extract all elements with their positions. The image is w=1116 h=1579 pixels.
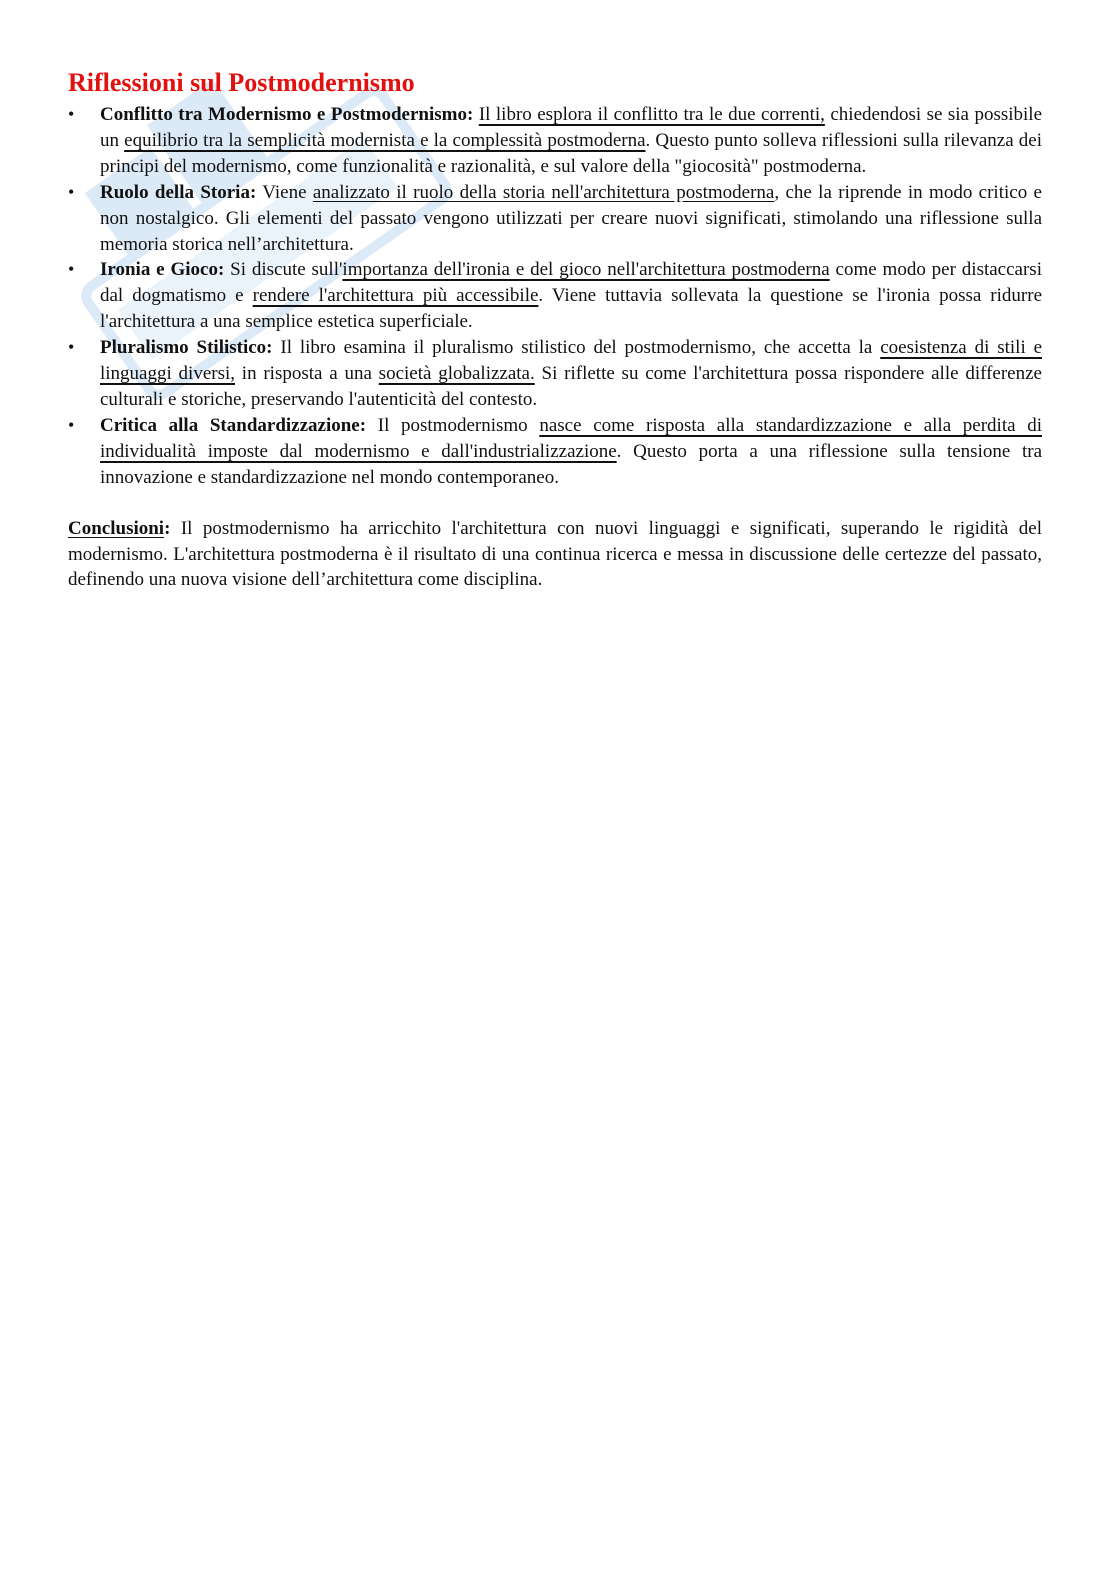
- document-body: [68, 66, 1042, 593]
- list-item-text: chiedendosi se sia possibile un: [100, 104, 1043, 151]
- list-item-heading: Ironia e Gioco:: [100, 259, 225, 281]
- reflection-list: [68, 102, 1042, 491]
- conclusion-colon: :: [164, 517, 171, 539]
- underlined-phrase: nasce come risposta alla standardizzazione e alla perdita di individualità imposte dal modernismo e dall'industrializzazione: [100, 414, 1042, 462]
- underlined-phrase: Il libro esplora il conflitto tra le due correnti,: [478, 104, 825, 125]
- list-item: [100, 413, 1042, 491]
- list-item-text: . Questo punto solleva riflessioni sulla rilevanza dei principi del modernismo, come funzionalità e razionalità, e sul valore della "giocosità" postmoderna.: [100, 129, 1042, 177]
- list-item-heading: Conflitto tra Modernismo e Postmodernismo:: [100, 104, 474, 125]
- list-item-text: . Questo porta a una riflessione sulla tensione tra innovazione e standardizzazione nel mondo contemporaneo.: [100, 440, 1043, 488]
- list-item: [100, 257, 1042, 335]
- list-item-heading: Critica alla Standardizzazione:: [100, 414, 367, 436]
- list-item-text: . Viene tuttavia sollevata la questione se l'ironia possa ridurre l'architettura a una semplice estetica superficiale.: [100, 285, 1042, 333]
- list-item: [100, 102, 1042, 180]
- conclusion-heading: Conclusioni: [68, 517, 165, 539]
- list-item: [100, 180, 1042, 258]
- page-title: Riflessioni sul Postmodernismo: [68, 68, 415, 97]
- list-item-text: Il postmodernismo: [366, 414, 540, 436]
- underlined-phrase: società globalizzata.: [378, 363, 535, 385]
- list-item-text: come modo per distaccarsi dal dogmatismo e: [100, 259, 1042, 307]
- list-item-heading: Ruolo della Storia:: [100, 181, 257, 203]
- list-item: [100, 335, 1042, 413]
- list-item-text: Si riflette su come l'architettura possa rispondere alle differenze culturali e storiche, preservando l'autenticità del contesto.: [100, 363, 1042, 410]
- list-item-text: Si discute sull': [224, 259, 343, 281]
- list-item-text: Viene: [256, 181, 313, 203]
- underlined-phrase: equilibrio tra la semplicità modernista e la complessità postmoderna: [124, 129, 646, 151]
- conclusion-text: Il postmodernismo ha arricchito l'architettura con nuovi linguaggi e significati, superando le rigidità del modernismo. L'architettura postmoderna è il risultato di una continua ricerca e messa in discussione delle certezze del passato, definendo una nuova visione dell’architettura come disciplina.: [68, 517, 1042, 591]
- underlined-phrase: rendere l'architettura più accessibile: [252, 285, 539, 307]
- underlined-phrase: importanza dell'ironia e del gioco nell'architettura postmoderna: [342, 259, 830, 281]
- underlined-phrase: coesistenza di stili e linguaggi diversi,: [100, 337, 1043, 385]
- list-item-text: Il libro esamina il pluralismo stilistico del postmodernismo, che accetta la: [272, 337, 881, 359]
- underlined-phrase: analizzato il ruolo della storia nell'architettura postmoderna: [312, 181, 775, 203]
- list-item-text: , che la riprende in modo critico e non nostalgico. Gli elementi del passato vengono utilizzati per creare nuovi significati, stimolando una riflessione sulla memoria storica nell’architettura.: [100, 181, 1042, 255]
- conclusion-paragraph: [68, 516, 1042, 594]
- list-item-heading: Pluralismo Stilistico:: [100, 337, 273, 359]
- list-item-text: in risposta a una: [235, 363, 379, 385]
